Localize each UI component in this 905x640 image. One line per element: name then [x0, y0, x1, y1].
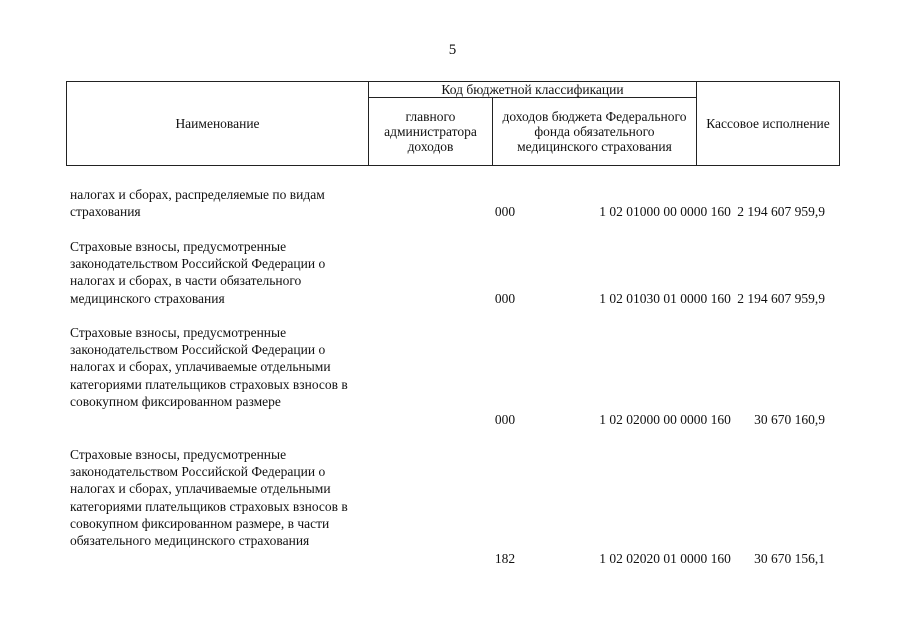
row-name: Страховые взносы, предусмотренные законодательством Российской Федерации о налогах и сборах, уплачиваемые отдельными категориями плательщиков страховых взносов в совокупном фиксированном размере, в части обязательного медицинского страхования: [70, 447, 348, 549]
row-admin-code: 000: [494, 290, 516, 306]
row-name: Страховые взносы, предусмотренные законодательством Российской Федерации о налогах и сборах, уплачиваемые отдельными категориями плательщиков страховых взносов в совокупном фиксированном размере: [70, 325, 348, 409]
row-amount: 30 670 160,9: [754, 411, 825, 427]
row-income-code: 1 02 01030 01 0000 160: [599, 290, 731, 306]
table-header: [66, 81, 840, 166]
row-name: налогах и сборах, распределяемые по видам страхования: [70, 187, 325, 220]
table-row: [70, 446, 840, 567]
row-amount: 2 194 607 959,9: [737, 290, 825, 306]
row-admin-code: 000: [494, 203, 516, 219]
header-admin-column: главного администратора доходов: [369, 98, 493, 166]
row-income-code: 1 02 01000 00 0000 160: [599, 203, 731, 219]
header-name-column: Наименование: [67, 82, 369, 166]
header-amount-column: Кассовое исполнение: [697, 82, 840, 166]
row-amount: 30 670 156,1: [754, 550, 825, 566]
page-number: 5: [448, 42, 457, 58]
row-income-code: 1 02 02000 00 0000 160: [599, 411, 731, 427]
row-admin-code: 000: [494, 411, 516, 427]
row-name: Страховые взносы, предусмотренные законодательством Российской Федерации о налогах и сборах, в части обязательного медицинского страхования: [70, 239, 326, 306]
row-admin-code: 182: [494, 550, 516, 566]
header-budget-code-group: Код бюджетной классификации: [369, 82, 697, 98]
table-row: [70, 324, 840, 428]
table-row: [70, 186, 840, 220]
table-row: [70, 238, 840, 307]
row-amount: 2 194 607 959,9: [737, 203, 825, 219]
row-income-code: 1 02 02020 01 0000 160: [599, 550, 731, 566]
header-income-column: доходов бюджета Федерального фонда обязательного медицинского страхования: [493, 98, 697, 166]
